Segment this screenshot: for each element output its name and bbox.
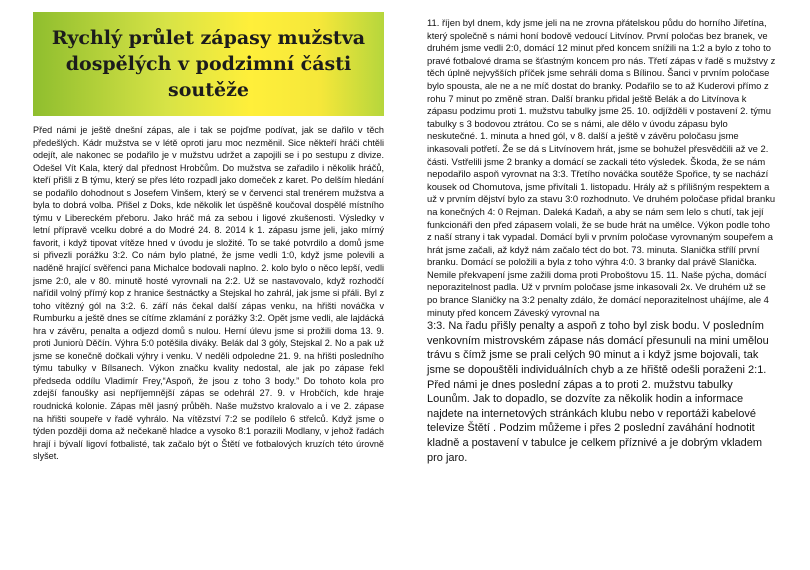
left-column [33,12,384,463]
title-banner [33,12,384,116]
right-column [427,17,777,465]
article-body-left: Před námi je ještě dnešní zápas, ale i tak se pojďme podívat, jak se dařilo v těch předešlých. Kádr mužstva se v létě oproti jaru moc nezměnil. Sice někteří hráči chtěli odejít, ale nakonec se podařilo je v mužstvu udržet a zapojili se i po sestupu z divize. Odešel Vít Kala, který dal přednost Hrobčům. Do mužstva se zařadilo i několik hráčů, kteří přišli z B týmu, který se přes léto rozpadl jako domeček z karet. Po delším hledání se podařilo dohodnout s Josefem Vinšem, který se v červenci stal trenérem mužstva a byla to dobrá volba. Přišel z Doks, kde několik let úspěšně koučoval dospělé místního týmu v Libereckém přeboru. Jako hráč má za sebou i ligové zkušenosti. Výsledky v letní přípravě vcelku dobré a do Modré 24. 8. 2014 k 1. zápasu jsme jeli, jako mírný favorit, i když tipovat vítěze hned v úvodu je složité. To se také potvrdilo a domů jsme si přivezli porážku 3:2. Co nám bylo platné, že jsme vedli 1:0, když jsme polevili a naděně hrající svěřenci pana Michalce bodovali naplno. 2. kolo bylo o něco lepší, vedli jsme 2:0, ale v 80. minutě hosté vyrovnali na 2:2. Už se nastavovalo, když rozhodčí nařídil volný přímý kop z hranice šestnáctky a Stejskal ho zahrál, jak jsme si přáli. Byl z toho vítězný gól na 3:2. 6. září nás čekal další zápas venku, na hřišti nováčka v Rumburku a ještě dnes se cítíme zklamání z porážky 3:2. Opět jsme vedli, ale lajdácká hra v závěru, penalta a odjezd domů s nulou. Herní úlevu jsme si prožili doma 13. 9. proti Juniorù Děčín. Výhra 5:0 potěšila diváky. Belák dal 3 góly, Stejskal 2. No a pak už jsme se konečně dočkali výhry i venku. V neděli odpoledne 21. 9. na hřišti posledního týmu tabulky v Bílsanech. Výkon značku kvality nedostal, ale jak po zápase řekl předseda oddílu Vladimír Frey,“Aspoň, že jsou z toho 3 body.” Do tohoto kola pro zdejší fanoušky asi nepříjemnější zápas se odehrál 27. 9. v Hrobčích, kde hraje roudnická kolonie. Zápas měl jasný průběh. Naše mužstvo kralovalo a i ve 2. zápase na hřišti soupeře v řadě vyhrálo. Na vítězství 7:2 se podílelo 6 střelců. Když jsme o týden později doma až nečekaně hladce a vysoko 8:1 porazili Modlany, v jehož řadách hrají i bývalí ligoví fotbalisté, tak začalo být o Štětí ve fotbalových kruzích této úrovně slyšet. [33,125,384,462]
article-title: Rychlý průlet zápasy mužstva dospělých v podzimní části soutěže [51,27,366,101]
article-body-right-part-1: 11. říjen byl dnem, kdy jsme jeli na ne zrovna přátelskou půdu do horního Jiřetína, který společně s námi honí bodově vedoucí Litvínov. První poločas bez branek, ve druhém jsme vedli 2:0, domácí 12 minut před koncem snížili na 1:2 a bylo z toho to pravé fotbalové drama se šťastným koncem pro nás. Třetí zápas v řadě s mužstvy z těch úplně nejvyšších příček jsme sehráli doma s Bílinou. Šanci v prvním poločase bylo spousta, ale ne a ne míč dostat do branky. Podařilo se to až Kuderovi přímo z rohu 7 minut po změně stran. Další branku přidal ještě Belák a do Litvínova k zápasu podzimu proti 1. mužstvu tabulky jsme 25. 10. odjížděli v postavení 2. týmu tabulky s 3 bodovou ztrátou. Co se s námi, ale dělo v úvodu zápasu bylo neskutečné. 1. minuta a hned gól, v 8. další a ještě v závěru poločasu jsme inkasovali potřetí. Že se dá s Litvínovem hrát, jsme se bohužel přesvědčili až ve 2. části. Vstřelili jsme 2 branky a domácí se zackali této výsledek. Škoda, že se nám nepodařilo aspoň vyrovnat na 3:3. Třetího nováčka soutěže Spořice, ty se nachází kousek od Chomutova, jsme přivítali 1. listopadu. Hrály až s přílišným respektem a už v prvním dějství bylo za stavu 3:0 rozhodnuto. Ve druhém poločase přidal branku na konečných 4: 0 Rejman. Daleká Kadaň, a aby se nám sem lelo s chutí, tak její funkcionáři den před zápasem volali, že se bude hrát na umělce. Výkon podle toho z naší strany i tak vypadal. Domácí byli v prvním poločase vyrovnaným soupeřem a hrát jsme začali, až když nám začalo téct do bot. 73. minuta. Slanička střílí první branku. Domácí se položili a byla z toho výhra 4:0. 3 branky dal právě Slanička. Nemile překvapení jsme zažili doma proti Proboštovu 15. 11. Naše pýcha, domácí neporazitelnost padla. Už v prvním poločase jsme inkasovali 2x. Ve druhém už se po brance Slaničky na 3:2 penalty zdálo, že domácí neporazitelnost uhájíme, ale 4 minuty před koncem Záveský vyrovnal na [427,17,776,318]
article-body-right-part-2: 3:3. Na řadu přišly penalty a aspoň z toho byl zisk bodu. V posledním venkovním mistrovském zápase nás domácí přesunuli na mini umělou trávu s čímž jsme se prali celých 90 minut a i když jsme bojovali, tak jsme se dopouštěli individuálních chyb a ze hřiště odešli poraženi 2:1. Před námi je dnes poslední zápas a to proti 2. mužstvu tabulky Lounům. Jak to dopadlo, se dozvíte za několik hodin a informace najdete na internetových stránkách klubu nebo v reportáži kabelové televize Štětí . Podzim můžeme i přes 2 poslední zaváhání hodnotit kladně a postavení v tabulce je celkem příznivé a je dobrým vkladem pro jaro. [427,320,769,464]
